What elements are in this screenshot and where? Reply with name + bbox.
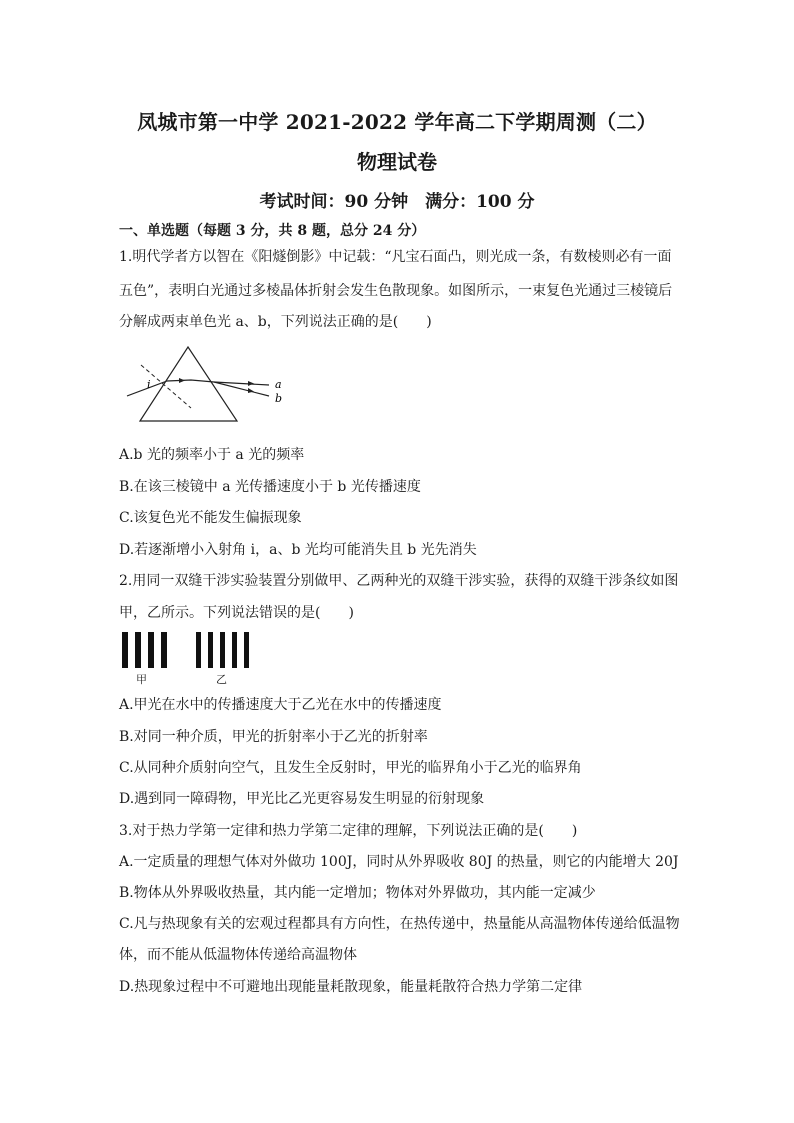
dark-fringe: [135, 632, 141, 668]
dark-fringe: [161, 632, 167, 668]
dark-fringe: [196, 632, 201, 668]
dark-fringe: [232, 632, 237, 668]
q1-option-b: B.在该三棱镜中 a 光传播速度小于 b 光传播速度: [119, 479, 421, 495]
angle-label: i: [147, 378, 151, 391]
arrow-head: [248, 381, 254, 386]
q1-option-c: C.该复色光不能发生偏振现象: [119, 510, 302, 526]
refracted-ray: [167, 380, 214, 382]
q2-stem-line: 2.用同一双缝干涉实验装置分别做甲、乙两种光的双缝干涉实验，获得的双缝干涉条纹如图: [119, 573, 679, 589]
q2-stem-line: 甲，乙所示。下列说法错误的是( ): [119, 605, 354, 621]
q3-option-c-continued: 体，而不能从低温物体传递给高温物体: [119, 947, 357, 963]
q1-stem-line: 分解成两束单色光 a、b，下列说法正确的是( ): [119, 314, 432, 330]
dark-fringe: [122, 632, 128, 668]
dark-fringe: [244, 632, 249, 668]
arrow-head: [179, 378, 185, 383]
q3-option-b: B.物体从外界吸收热量，其内能一定增加；物体对外界做功，其内能一定减少: [119, 885, 596, 901]
q3-option-a: A.一定质量的理想气体对外做功 100J，同时从外界吸收 80J 的热量，则它的内能增大 20J: [119, 854, 679, 870]
fringe-pattern-jia: [122, 632, 167, 668]
q2-option-d: D.遇到同一障碍物，甲光比乙光更容易发生明显的衍射现象: [119, 791, 485, 807]
q2-option-b: B.对同一种介质，甲光的折射率小于乙光的折射率: [119, 729, 428, 745]
dark-fringe: [220, 632, 225, 668]
fringe-pattern-yi: [196, 632, 249, 668]
fringe-label-jia: 甲: [136, 673, 147, 686]
q2-option-c: C.从同种介质射向空气，且发生全反射时，甲光的临界角小于乙光的临界角: [119, 760, 582, 776]
q1-option-a: A.b 光的频率小于 a 光的频率: [119, 447, 305, 463]
q3-stem-line: 3.对于热力学第一定律和热力学第二定律的理解，下列说法正确的是( ): [119, 823, 578, 839]
q1-option-d: D.若逐渐增小入射角 i，a、b 光均可能消失且 b 光先消失: [119, 542, 477, 558]
fringe-label-yi: 乙: [216, 673, 227, 686]
dark-fringe: [148, 632, 154, 668]
q3-option-d: D.热现象过程中不可避地出现能量耗散现象，能量耗散符合热力学第二定律: [119, 979, 583, 995]
dark-fringe: [208, 632, 213, 668]
q3-option-c: C.凡与热现象有关的宏观过程都具有方向性，在热传递中，热量能从高温物体传递给低温物: [119, 916, 680, 932]
ray-a-label: a: [275, 378, 282, 391]
prism-figure: [119, 340, 299, 428]
q2-option-a: A.甲光在水中的传播速度大于乙光在水中的传播速度: [119, 697, 442, 713]
exam-info: 考试时间：90 分钟 满分：100 分: [259, 192, 535, 212]
q1-stem-line: 1.明代学者方以智在《阳燧倒影》中记载：“凡宝石面凸，则光成一条，有数棱则必有一面: [119, 249, 672, 265]
ray-b-label: b: [275, 392, 283, 405]
exam-subject: 物理试卷: [357, 150, 437, 174]
section-heading: 一、单选题（每题 3 分，共 8 题，总分 24 分）: [119, 223, 426, 239]
exam-title: 凤城市第一中学 2021-2022 学年高二下学期周测（二）: [137, 110, 657, 134]
q1-stem-line: 五色”，表明白光通过多棱晶体折射会发生色散现象。如图所示，一束复色光通过三棱镜后: [119, 283, 673, 299]
